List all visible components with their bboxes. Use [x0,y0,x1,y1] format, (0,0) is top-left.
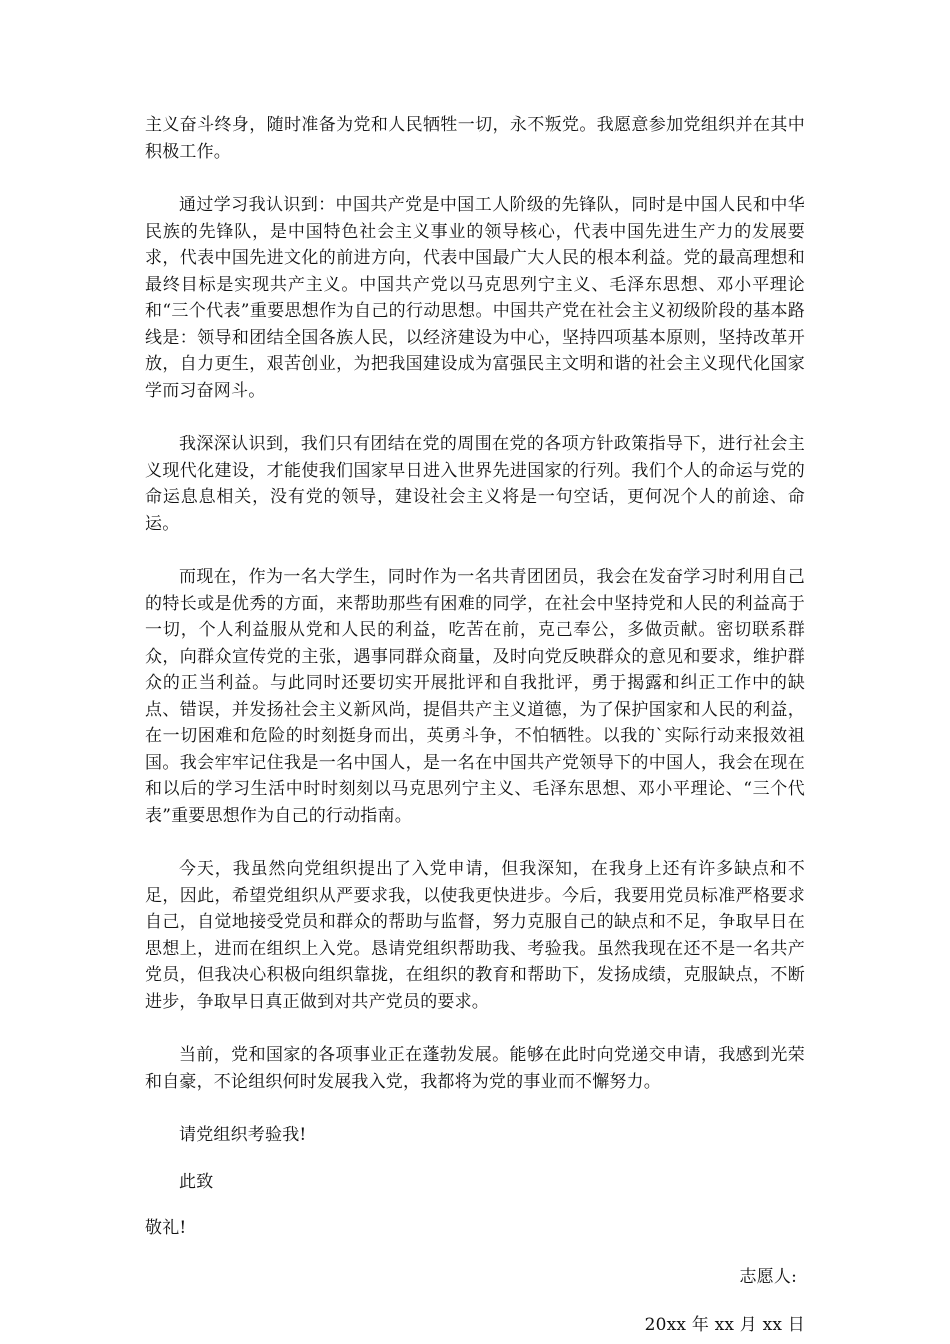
paragraph-3: 我深深认识到，我们只有团结在党的周围在党的各项方针政策指导下，进行社会主义现代化建设，才能使我们国家早日进入世界先进国家的行列。我们个人的命运与党的命运息息相关，没有党的领导，建设社会主义将是一句空话，更何况个人的前途、命运。 [145,434,805,534]
paragraph-5: 今天，我虽然向党组织提出了入党申请，但我深知，在我身上还有许多缺点和不足，因此，希望党组织从严要求我，以使我更快进步。今后，我要用党员标准严格要求自己，自觉地接受党员和群众的帮助与监督，努力克服自己的缺点和不足，争取早日在思想上，进而在组织上入党。恳请党组织帮助我、考验我。虽然我现在还不是一名共产党员，但我决心积极向组织靠拢，在组织的教育和帮助下，发扬成绩，克服缺点，不断进步，争取早日真正做到对共产党员的要求。 [145,859,805,1012]
letter-page [145,112,805,1339]
signature-date: 20xx 年 xx 月 xx 日 [644,1315,805,1335]
signature-label: 志愿人: [739,1266,797,1287]
salute: 敬礼! [145,1218,187,1238]
paragraph-4: 而现在，作为一名大学生，同时作为一名共青团团员，我会在发奋学习时利用自己的特长或是优秀的方面，来帮助那些有困难的同学，在社会中坚持党和人民的利益高于一切，个人利益服从党和人民的利益，吃苦在前，克己奉公，多做贡献。密切联系群众，向群众宣传党的主张，遇事同群众商量，及时向党反映群众的意见和要求，维护群众的正当利益。与此同时还要切实开展批评和自我批评，勇于揭露和纠正工作中的缺点、错误，并发扬社会主义新风尚，提倡共产主义道德，为了保护国家和人民的利益，在一切困难和危险的时刻挺身而出，英勇斗争，不怕牺牲。以我的`实际行动来报效祖国。我会牢牢记住我是一名中国人，是一名在中国共产党领导下的中国人，我会在现在和以后的学习生活中时时刻刻以马克思列宁主义、毛泽东思想、邓小平理论、“三个代表”重要思想作为自己的行动指南。 [145,567,805,826]
paragraph-1: 主义奋斗终身，随时准备为党和人民牺牲一切，永不叛党。我愿意参加党组织并在其中积极工作。 [145,115,805,162]
paragraph-6: 当前，党和国家的各项事业正在蓬勃发展。能够在此时向党递交申请，我感到光荣和自豪，不论组织何时发展我入党，我都将为党的事业而不懈努力。 [145,1045,805,1092]
closing-ci: 此致 [179,1171,214,1192]
paragraph-2: 通过学习我认识到：中国共产党是中国工人阶级的先锋队，同时是中国人民和中华民族的先锋队，是中国特色社会主义事业的领导核心，代表中国先进生产力的发展要求，代表中国先进文化的前进方向，代表中国最广大人民的根本利益。党的最高理想和最终目标是实现共产主义。中国共产党以马克思列宁主义、毛泽东思想、邓小平理论和“三个代表”重要思想作为自己的行动思想。中国共产党在社会主义初级阶段的基本路线是：领导和团结全国各族人民，以经济建设为中心，坚持四项基本原则，坚持改革开放，自力更生，艰苦创业，为把我国建设成为富强民主文明和谐的社会主义现代化国家学而习奋网斗。 [145,195,805,401]
closing-request: 请党组织考验我! [179,1125,307,1145]
